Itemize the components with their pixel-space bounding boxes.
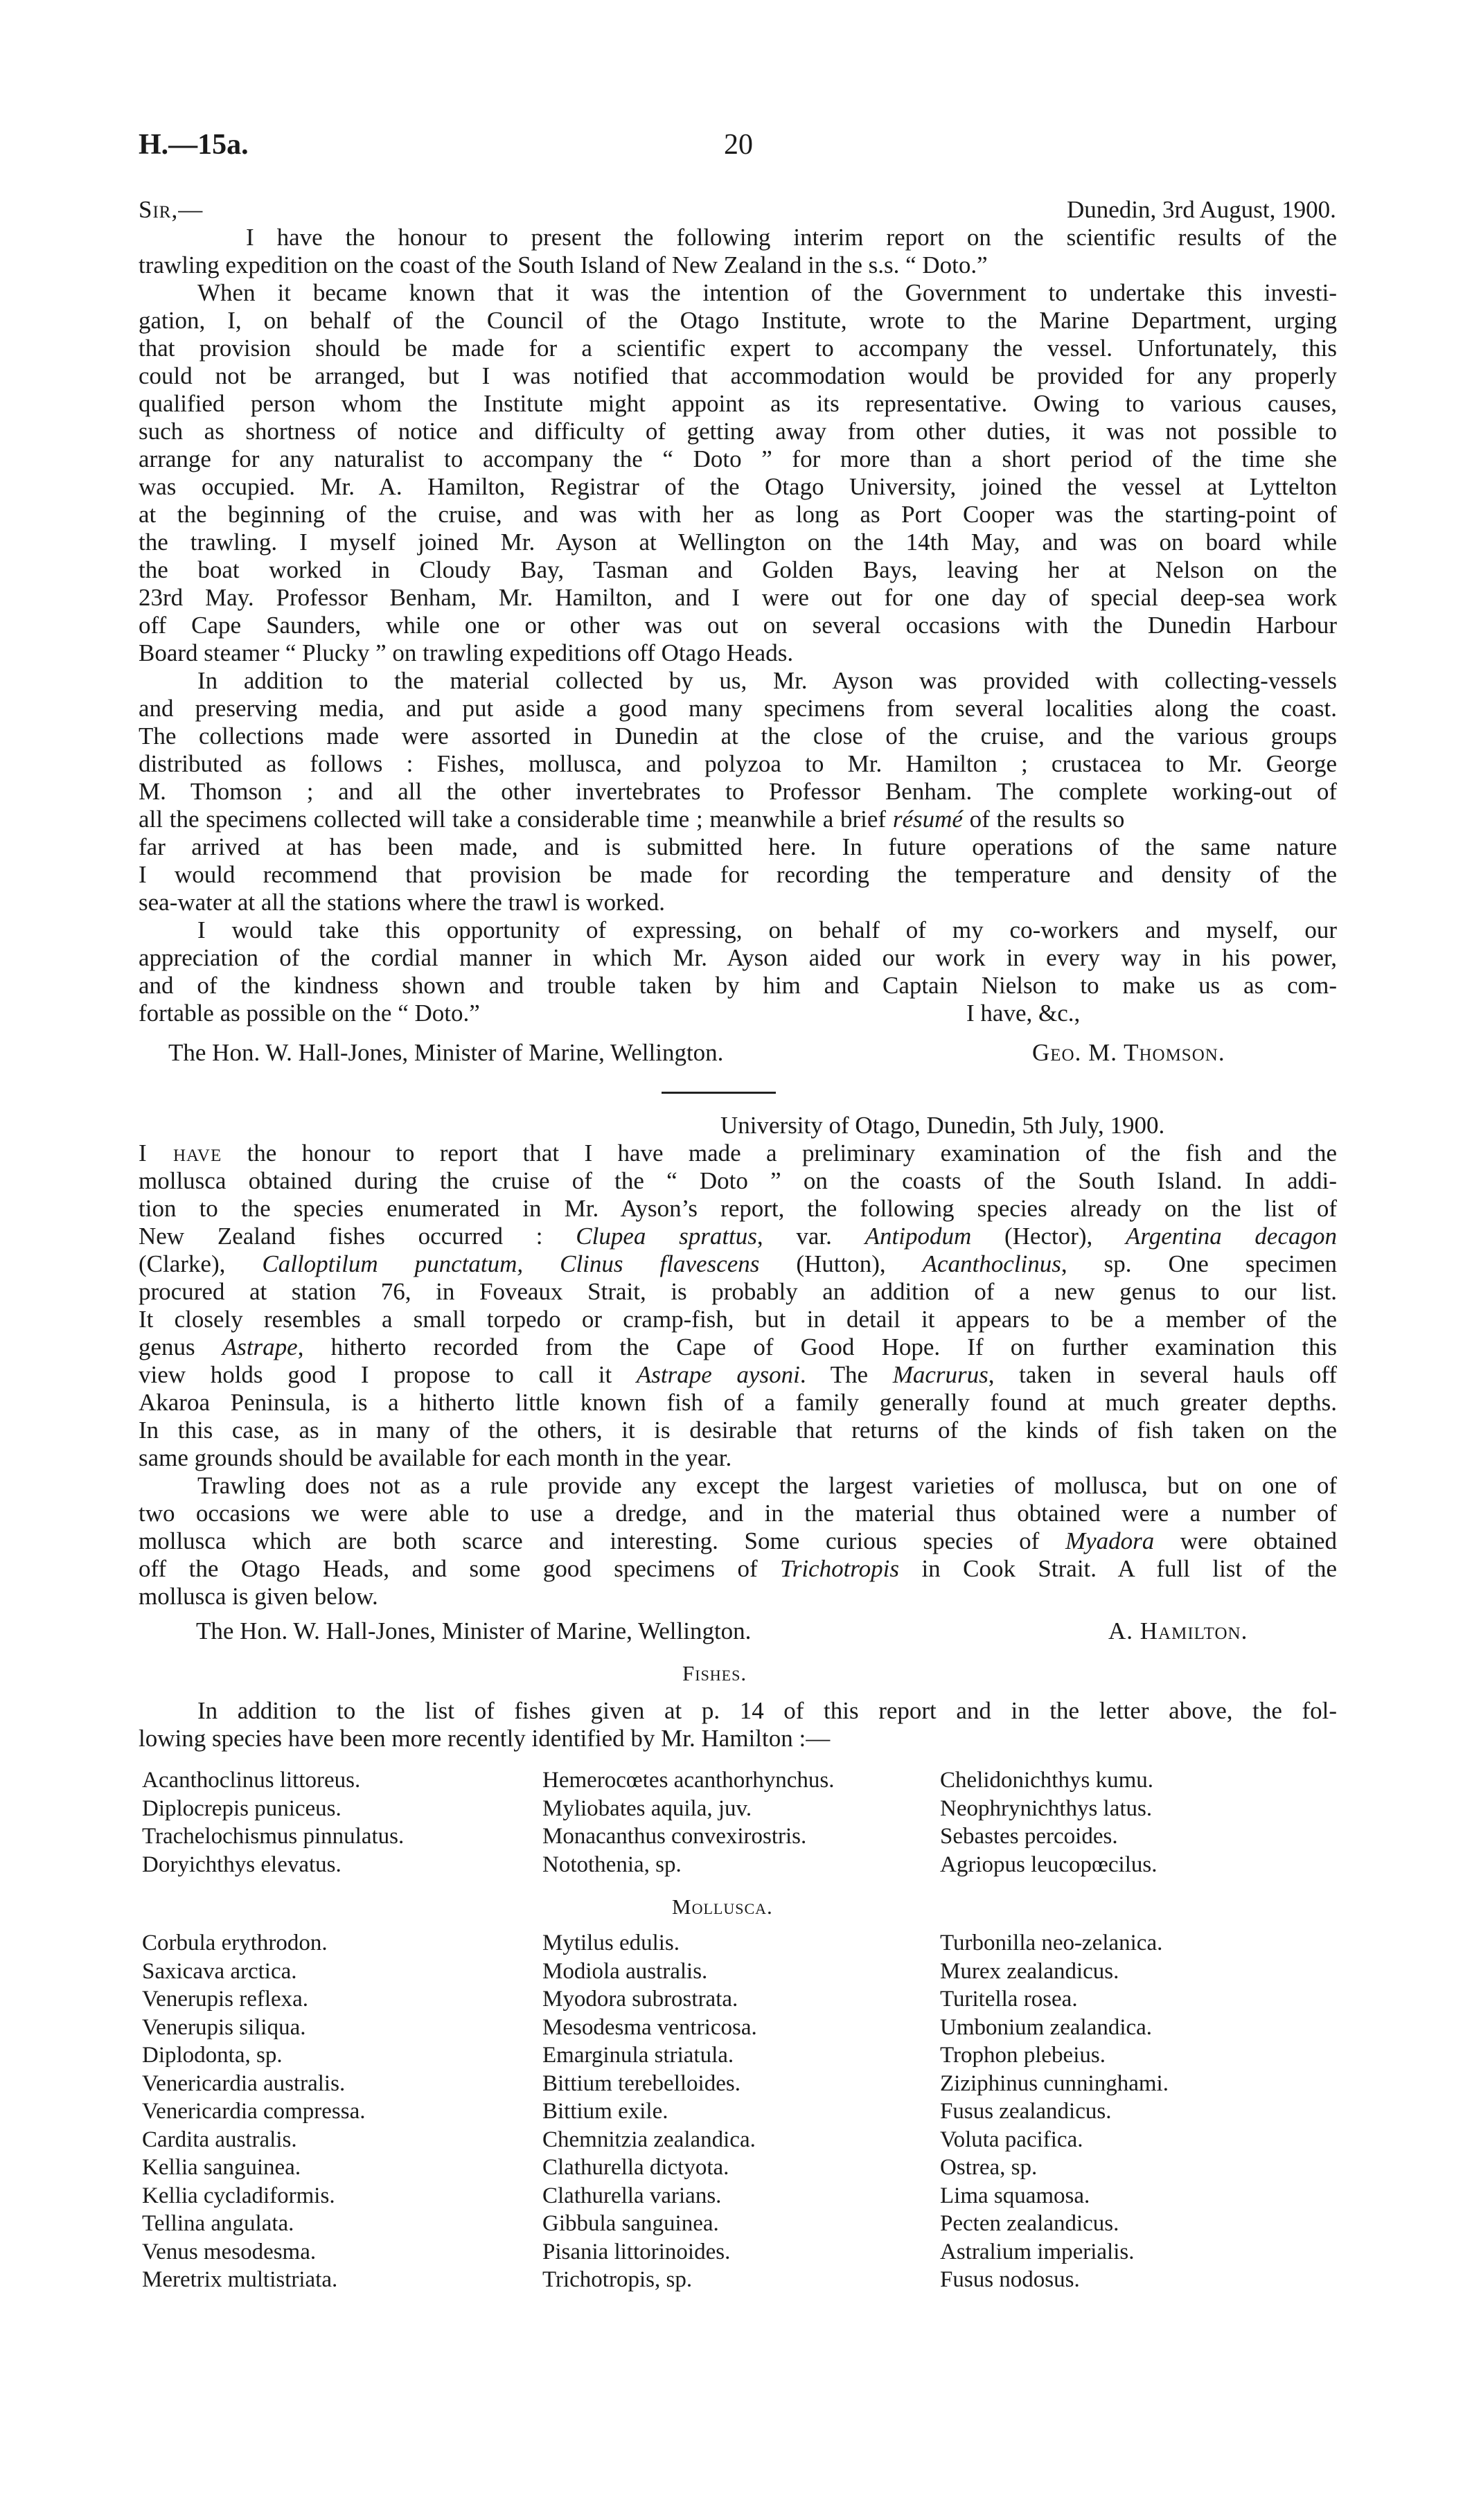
list-item: Turbonilla neo-zelanica. [940,1931,1163,1955]
fishes-col-3 [940,1766,1157,1879]
letter2-addressee: The Hon. W. Hall-Jones, Minister of Marine, Wellington. [196,1617,752,1644]
list-item: Tellina angulata. [142,2211,294,2236]
list-item: Voluta pacifica. [940,2127,1083,2152]
text-line: procured at station 76, in Foveaux Strait, is probably an addition of a new genus to our list. [139,1278,1337,1305]
text-line: qualified person whom the Institute might appoint as its representative. Owing to various causes, [139,390,1337,417]
text-run: the honour to report that I have made a preliminary examination of the fish and the [247,1139,1338,1166]
list-item: Umbonium zealandica. [940,2014,1153,2040]
text-line: Akaroa Peninsula, is a hitherto little known fish of a family generally found at much greater depths. [139,1389,1337,1416]
text-line: M. Thomson ; and all the other invertebrates to Professor Benham. The complete working-out of [139,778,1337,805]
italic-term: Calloptilum punctatum, Clinus flavescens [262,1250,760,1277]
letter2-place-date: University of Otago, Dunedin, 5th July, 1900. [720,1112,1165,1139]
text-line: and of the kindness shown and trouble taken by him and Captain Nielson to make us as com- [139,972,1337,999]
list-item: Clathurella varians. [542,2183,722,2208]
text-run: , taken in several hauls off [988,1361,1338,1388]
text-line [139,806,1337,833]
text-line: mollusca is given below. [139,1583,378,1610]
list-item: Bittium exile. [542,2099,668,2124]
text-line: and preserving media, and put aside a good many specimens from several localities along the coast. [139,695,1337,722]
text-run: (Hutton), [796,1250,886,1277]
text-line [139,1527,1337,1555]
list-item: Monacanthus convexirostris. [542,1824,807,1849]
text-line: The collections made were assorted in Dunedin at the close of the cruise, and the various groups [139,722,1337,749]
text-run: , hitherto recorded from the Cape of Good Hope. If on further examination this [297,1333,1337,1360]
list-item: Neophrynichthys latus. [940,1795,1153,1821]
text-run: mollusca which are both scarce and interesting. Some curious species of [139,1527,1040,1554]
text-line: In this case, as in many of the others, it is desirable that returns of the kinds of fish taken on the [139,1417,1337,1444]
list-item: Venerupis siliqua. [142,2014,306,2040]
list-item: Saxicava arctica. [142,1958,297,1984]
text-run: (Hector), [1004,1223,1093,1250]
text-line [139,1139,1337,1167]
mollusca-heading: Mollusca. [672,1895,773,1919]
text-line: far arrived at has been made, and is submitted here. In future operations of the same nature [139,833,1337,860]
text-line: 23rd May. Professor Benham, Mr. Hamilton, and I were out for one day of special deep-sea work [139,584,1337,611]
mollusca-col-2 [542,1929,757,2294]
list-item: Meretrix multistriata. [142,2267,338,2292]
text-run: (Clarke), [139,1250,226,1277]
list-item: Kellia cycladiformis. [142,2183,335,2208]
text-run: view holds good I propose to call it [139,1361,612,1388]
list-item: Doryichthys elevatus. [142,1852,342,1877]
list-item: Myliobates aquila, juv. [542,1795,752,1821]
italic-term: résumé [892,806,963,833]
text-line: could not be arranged, but I was notified that accommodation would be provided for any properly [139,362,1337,389]
fishes-intro: In addition to the list of fishes given at p. 14 of this report and in the letter above, the fol- [197,1697,1337,1724]
list-item: Mytilus edulis. [542,1931,680,1955]
text-line: Board steamer “ Plucky ” on trawling expeditions off Otago Heads. [139,639,794,666]
fishes-heading: Fishes. [682,1661,747,1685]
opening-caps: I have [139,1139,222,1166]
text-line: the boat worked in Cloudy Bay, Tasman and Golden Bays, leaving her at Nelson on the [139,556,1337,583]
text-line: distributed as follows : Fishes, mollusca, and polyzoa to Mr. Hamilton ; crustacea to Mr. George [139,750,1337,777]
text-line: trawling expedition on the coast of the South Island of New Zealand in the s.s. “ Doto.” [139,251,988,278]
list-item: Chemnitzia zealandica. [542,2127,756,2152]
text-line [139,1361,1337,1389]
list-item: Mesodesma ventricosa. [542,2014,757,2040]
text-line [139,1333,1337,1361]
list-item: Corbula erythrodon. [142,1931,328,1955]
list-item: Bittium terebelloides. [542,2070,740,2096]
list-item: Pecten zealandicus. [940,2211,1119,2236]
page-number: 20 [724,129,753,161]
text-run: off the Otago Heads, and some good specimens of [139,1555,758,1582]
list-item: Hemerocœtes acanthorhynchus. [542,1768,835,1793]
mollusca-col-3 [940,1929,1169,2294]
list-item: Venericardia australis. [142,2070,346,2096]
italic-term: Astrape aysoni [636,1361,800,1388]
letter1-place-date: Dunedin, 3rd August, 1900. [1067,196,1336,223]
text-line: I have the honour to present the following interim report on the scientific results of the [246,224,1337,251]
list-item: Modiola australis. [542,1958,708,1984]
list-item: Fusus zealandicus. [940,2099,1112,2124]
list-item: Venerupis reflexa. [142,1987,309,2012]
text-line [139,1250,1337,1278]
list-item: Trachelochismus pinnulatus. [142,1824,405,1849]
letter1-signature: Geo. M. Thomson. [1032,1039,1225,1066]
text-line: at the beginning of the cruise, and was with her as long as Port Cooper was the starting-point of [139,501,1337,528]
text-line: that provision should be made for a scientific expert to accompany the vessel. Unfortunately, this [139,335,1337,362]
italic-term: Macrurus [892,1361,988,1388]
text-line: mollusca obtained during the cruise of the “ Doto ” on the coasts of the South Island. In addi- [139,1167,1337,1194]
list-item: Notothenia, sp. [542,1852,682,1877]
list-item: Acanthoclinus littoreus. [142,1768,361,1793]
text-run: , var. [756,1223,832,1250]
text-line: the trawling. I myself joined Mr. Ayson at Wellington on the 14th May, and was on board while [139,529,1337,556]
list-item: Venericardia compressa. [142,2099,366,2124]
text-line: In addition to the material collected by us, Mr. Ayson was provided with collecting-vessels [197,667,1337,694]
list-item: Turitella rosea. [940,1987,1078,2012]
list-item: Fusus nodosus. [940,2267,1080,2292]
list-item: Lima squamosa. [940,2183,1090,2208]
list-item: Clathurella dictyota. [542,2155,729,2180]
list-item: Sebastes percoides. [940,1824,1118,1849]
text-run: all the specimens collected will take a considerable time ; meanwhile a brief [139,806,887,833]
text-line: sea-water at all the stations where the trawl is worked. [139,889,666,916]
text-line: It closely resembles a small torpedo or cramp-fish, but in detail it appears to be a member of the [139,1306,1337,1333]
text-line: When it became known that it was the intention of the Government to undertake this investi- [197,279,1337,306]
salutation: Sir,— [139,196,204,223]
list-item: Pisania littorinoides. [542,2239,731,2264]
list-item: Cardita australis. [142,2127,297,2152]
text-line: off Cape Saunders, while one or other was out on several occasions with the Dunedin Harbour [139,612,1337,639]
list-item: Gibbula sanguinea. [542,2211,719,2236]
text-line: two occasions we were able to use a dredge, and in the material thus obtained were a number of [139,1500,1337,1527]
italic-term: Argentina decagon [1126,1223,1338,1250]
text-line [139,1223,1337,1250]
list-item: Trichotropis, sp. [542,2267,693,2292]
list-item: Trophon plebeius. [940,2043,1106,2068]
letter1-addressee: The Hon. W. Hall-Jones, Minister of Marine, Wellington. [168,1039,724,1066]
text-run: genus [139,1333,195,1360]
letter2-signature: A. Hamilton. [1108,1617,1248,1644]
list-item: Diplocrepis puniceus. [142,1795,342,1821]
italic-term: Clupea sprattus [576,1223,757,1250]
page-ref: H.—15a. [139,129,249,161]
list-item: Diplodonta, sp. [142,2043,283,2068]
text-line: fortable as possible on the “ Doto.” [139,1000,480,1027]
text-line: arrange for any naturalist to accompany the “ Doto ” for more than a short period of the time she [139,445,1337,472]
italic-term: Antipodum [864,1223,972,1250]
fishes-intro: lowing species have been more recently identified by Mr. Hamilton :— [139,1725,831,1752]
text-line: was occupied. Mr. A. Hamilton, Registrar of the Otago University, joined the vessel at Lyttelton [139,473,1337,500]
italic-term: Trichotropis [780,1555,899,1582]
fishes-col-1 [142,1766,404,1879]
italic-term: Astrape [222,1333,298,1360]
list-item: Astralium imperialis. [940,2239,1135,2264]
text-run: in Cook Strait. A full list of the [921,1555,1338,1582]
text-run: New Zealand fishes occurred : [139,1223,543,1250]
list-item: Murex zealandicus. [940,1958,1119,1984]
text-line: I would recommend that provision be made for recording the temperature and density of the [139,861,1337,888]
text-line: same grounds should be available for each month in the year. [139,1444,732,1471]
text-line: I would take this opportunity of expressing, on behalf of my co-workers and myself, our [197,916,1337,943]
text-run: , sp. One specimen [1061,1250,1338,1277]
list-item: Ziziphinus cunninghami. [940,2070,1169,2096]
closing: I have, &c., [966,1000,1081,1027]
italic-term: Acanthoclinus [922,1250,1061,1277]
list-item: Chelidonichthys kumu. [940,1768,1153,1793]
text-line: appreciation of the cordial manner in which Mr. Ayson aided our work in every way in his power, [139,944,1337,971]
list-item: Agriopus leucopœcilus. [940,1852,1158,1877]
text-line: such as shortness of notice and difficulty of getting away from other duties, it was not possible to [139,418,1337,445]
section-divider [662,1092,776,1094]
mollusca-col-1 [142,1929,366,2294]
text-run: of the results so [969,806,1125,833]
list-item: Kellia sanguinea. [142,2155,301,2180]
text-line [139,1555,1337,1583]
italic-term: Myadora [1065,1527,1155,1554]
text-line: Trawling does not as a rule provide any except the largest varieties of mollusca, but on one of [197,1472,1337,1499]
list-item: Emarginula striatula. [542,2043,734,2068]
text-run: were obtained [1180,1527,1337,1554]
list-item: Myodora subrostrata. [542,1987,738,2012]
text-line: tion to the species enumerated in Mr. Ayson’s report, the following species already on the list of [139,1195,1337,1222]
list-item: Venus mesodesma. [142,2239,317,2264]
text-line: gation, I, on behalf of the Council of the Otago Institute, wrote to the Marine Department, urging [139,307,1337,334]
list-item: Ostrea, sp. [940,2155,1038,2180]
text-run: . The [799,1361,869,1388]
fishes-col-2 [542,1766,835,1879]
